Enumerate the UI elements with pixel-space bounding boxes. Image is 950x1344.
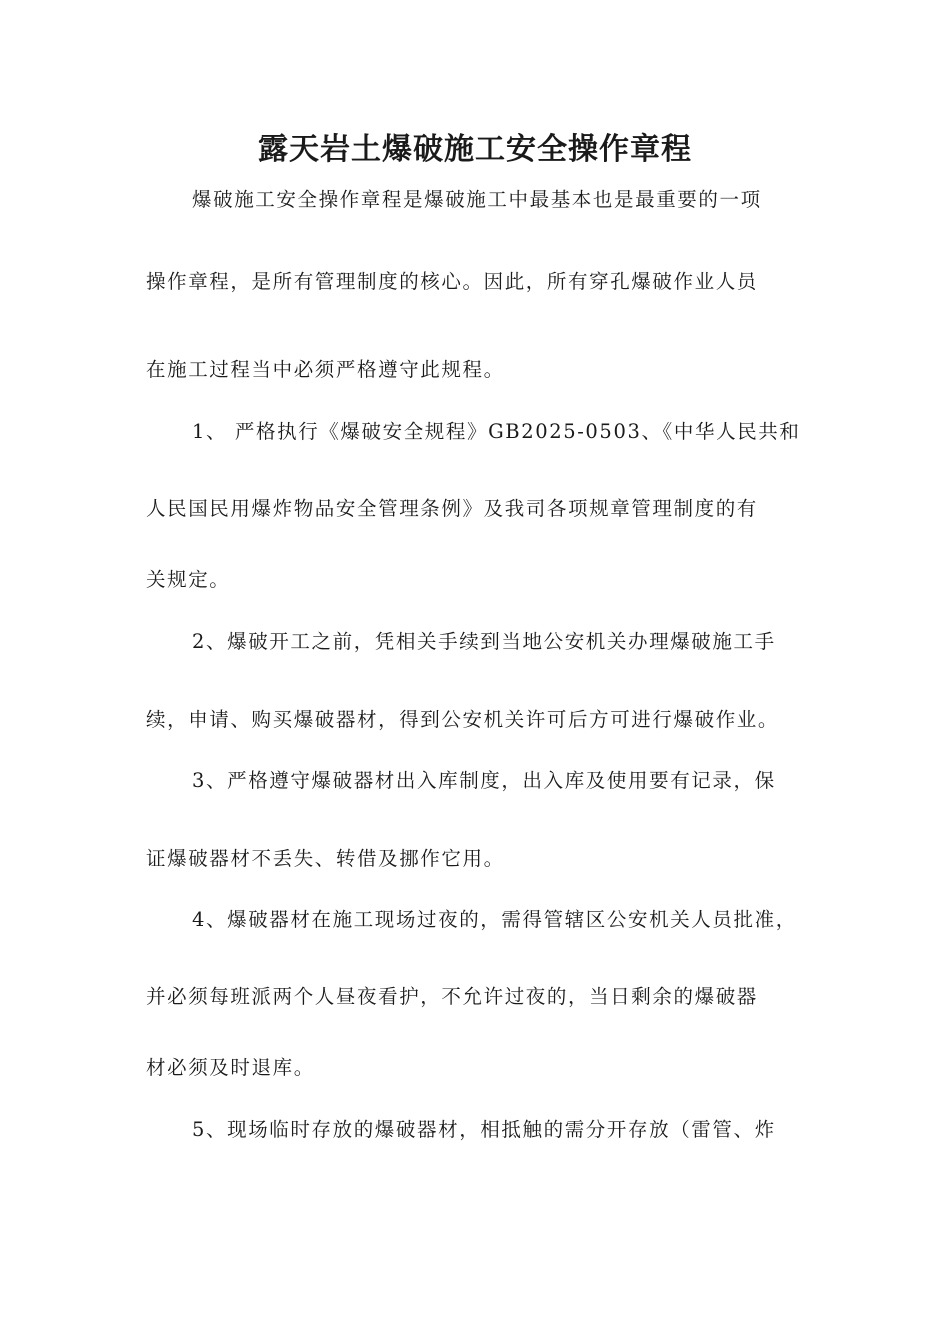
item-1-line-3: 关规定。 — [146, 568, 231, 591]
item-4-line-1: 4、爆破器材在施工现场过夜的，需得管辖区公安机关人员批准， — [192, 908, 797, 931]
intro-line-2: 操作章程，是所有管理制度的核心。因此，所有穿孔爆破作业人员 — [146, 270, 758, 293]
item-3-line-1: 3、严格遵守爆破器材出入库制度，出入库及使用要有记录，保 — [192, 769, 776, 792]
item-2-line-2: 续，申请、购买爆破器材，得到公安机关许可后方可进行爆破作业。 — [146, 708, 780, 731]
item-1-line-1: 1、 严格执行《爆破安全规程》GB2025-0503、《中华人民共和 — [192, 420, 801, 443]
document-title: 露天岩土爆破施工安全操作章程 — [258, 132, 692, 167]
item-2-line-1: 2、爆破开工之前，凭相关手续到当地公安机关办理爆破施工手 — [192, 630, 776, 653]
intro-line-1: 爆破施工安全操作章程是爆破施工中最基本也是最重要的一项 — [192, 188, 762, 211]
item-1-line-2: 人民国民用爆炸物品安全管理条例》及我司各项规章管理制度的有 — [146, 497, 758, 520]
intro-line-3: 在施工过程当中必须严格遵守此规程。 — [146, 358, 505, 381]
item-4-line-2: 并必须每班派两个人昼夜看护，不允许过夜的，当日剩余的爆破器 — [146, 985, 758, 1008]
item-3-line-2: 证爆破器材不丢失、转借及挪作它用。 — [146, 847, 505, 870]
item-4-line-3: 材必须及时退库。 — [146, 1056, 315, 1079]
item-5-line-1: 5、现场临时存放的爆破器材，相抵触的需分开存放（雷管、炸 — [192, 1118, 776, 1141]
